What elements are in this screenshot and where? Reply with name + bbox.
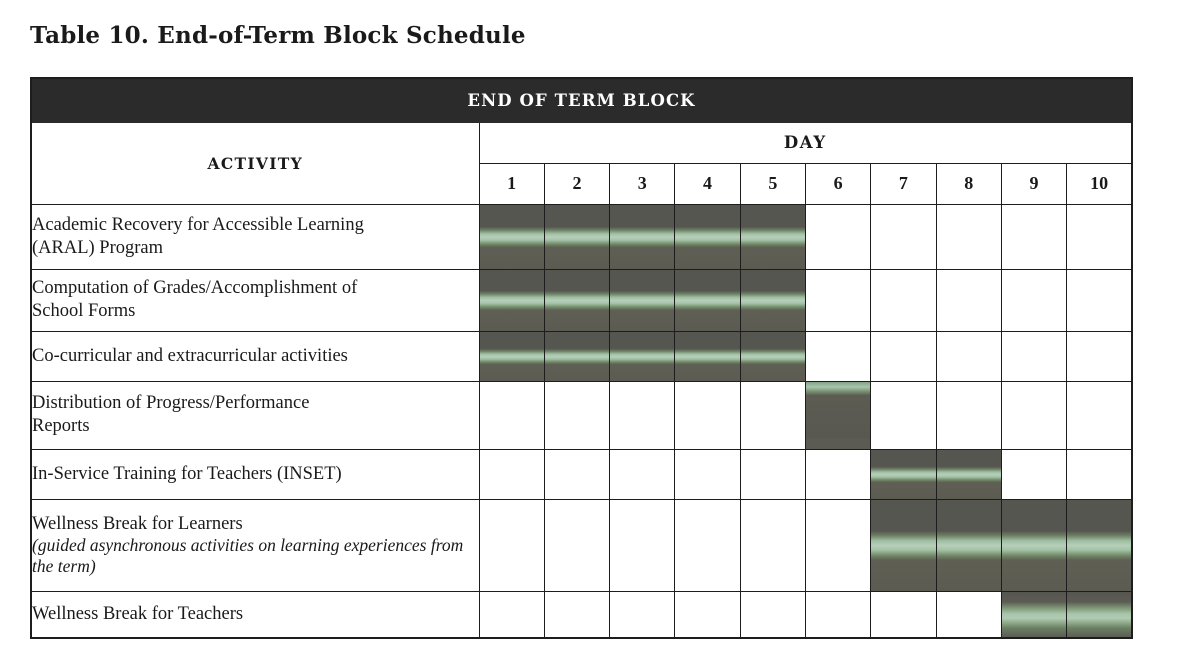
activity-label-line: School Forms <box>32 301 136 321</box>
day-cell-empty[interactable] <box>610 381 675 449</box>
schedule-block-fill <box>610 332 675 381</box>
table-body <box>31 204 1132 638</box>
day-cell-empty[interactable] <box>1001 204 1066 269</box>
schedule-block-fill <box>871 450 936 499</box>
table-row <box>31 204 1132 269</box>
activity-label <box>31 381 479 449</box>
day-cell-empty[interactable] <box>479 591 544 638</box>
day-header-5: 5 <box>740 163 805 204</box>
day-header-1: 1 <box>479 163 544 204</box>
schedule-block-fill <box>740 270 805 331</box>
day-cell-empty[interactable] <box>544 381 609 449</box>
schedule-block-fill <box>936 500 1001 591</box>
day-header-3: 3 <box>610 163 675 204</box>
table-row <box>31 449 1132 499</box>
activity-label-line: Distribution of Progress/Performance <box>32 393 310 414</box>
day-cell-empty[interactable] <box>610 499 675 591</box>
day-cell-empty[interactable] <box>1067 204 1132 269</box>
day-cell-empty[interactable] <box>805 204 870 269</box>
table-row <box>31 499 1132 591</box>
day-cell-empty[interactable] <box>936 269 1001 331</box>
schedule-block-fill <box>675 205 740 269</box>
day-header-9: 9 <box>1001 163 1066 204</box>
day-cell-marked[interactable] <box>1067 591 1132 638</box>
activity-label <box>31 204 479 269</box>
day-cell-empty[interactable] <box>740 499 805 591</box>
day-cell-empty[interactable] <box>1067 381 1132 449</box>
schedule-block-fill <box>1067 500 1132 591</box>
day-header-8: 8 <box>936 163 1001 204</box>
band-title: END OF TERM BLOCK <box>31 78 1132 122</box>
schedule-block-fill <box>1067 592 1132 637</box>
day-cell-marked[interactable] <box>479 331 544 381</box>
day-cell-empty[interactable] <box>675 499 740 591</box>
schedule-block-fill <box>740 205 805 269</box>
day-cell-empty[interactable] <box>936 331 1001 381</box>
day-cell-empty[interactable] <box>544 499 609 591</box>
day-cell-marked[interactable] <box>805 381 870 449</box>
day-cell-empty[interactable] <box>479 449 544 499</box>
band-row <box>31 78 1132 122</box>
day-cell-empty[interactable] <box>805 499 870 591</box>
activity-label-line: Wellness Break for Learners <box>32 513 243 534</box>
day-cell-empty[interactable] <box>479 381 544 449</box>
schedule-block-fill <box>479 332 544 381</box>
schedule-block-fill <box>805 382 870 438</box>
day-cell-empty[interactable] <box>871 331 936 381</box>
activity-label-line: Wellness Break for Teachers <box>32 603 244 624</box>
schedule-block-fill <box>610 205 675 269</box>
activity-label-line: Reports <box>32 416 90 436</box>
day-cell-empty[interactable] <box>871 591 936 638</box>
header-row-group <box>31 122 1132 163</box>
day-cell-empty[interactable] <box>805 591 870 638</box>
day-cell-marked[interactable] <box>871 499 936 591</box>
activity-label <box>31 449 479 499</box>
page-title: Table 10. End-of-Term Block Schedule <box>30 22 526 49</box>
day-header-7: 7 <box>871 163 936 204</box>
day-cell-marked[interactable] <box>610 331 675 381</box>
activity-label-note: (guided asynchronous activities on learning experiences from the term) <box>32 535 464 577</box>
day-cell-empty[interactable] <box>675 591 740 638</box>
schedule-block-fill <box>544 332 609 381</box>
day-header-2: 2 <box>544 163 609 204</box>
activity-label <box>31 591 479 638</box>
day-cell-marked[interactable] <box>479 269 544 331</box>
day-cell-empty[interactable] <box>544 591 609 638</box>
day-cell-marked[interactable] <box>936 499 1001 591</box>
day-cell-marked[interactable] <box>740 331 805 381</box>
day-cell-empty[interactable] <box>936 204 1001 269</box>
day-cell-marked[interactable] <box>740 269 805 331</box>
day-cell-empty[interactable] <box>610 449 675 499</box>
day-cell-marked[interactable] <box>544 331 609 381</box>
day-cell-empty[interactable] <box>1001 381 1066 449</box>
table-row <box>31 269 1132 331</box>
day-cell-empty[interactable] <box>871 269 936 331</box>
schedule-block-fill <box>479 205 544 269</box>
day-cell-empty[interactable] <box>1001 449 1066 499</box>
day-cell-empty[interactable] <box>1067 269 1132 331</box>
activity-label-line: Academic Recovery for Accessible Learning <box>32 214 364 235</box>
day-cell-marked[interactable] <box>871 449 936 499</box>
day-cell-marked[interactable] <box>610 204 675 269</box>
schedule-block-fill <box>675 270 740 331</box>
table-row <box>31 331 1132 381</box>
schedule-block-fill <box>936 450 1001 499</box>
day-cell-empty[interactable] <box>544 449 609 499</box>
activity-label <box>31 269 479 331</box>
schedule-block-fill <box>544 270 609 331</box>
day-cell-marked[interactable] <box>544 204 609 269</box>
day-cell-empty[interactable] <box>740 449 805 499</box>
schedule-block-fill <box>1001 592 1066 637</box>
schedule-block-fill <box>610 270 675 331</box>
activity-label-line: Computation of Grades/Accomplishment of <box>32 278 358 299</box>
day-cell-empty[interactable] <box>1001 331 1066 381</box>
day-cell-empty[interactable] <box>936 591 1001 638</box>
day-header-6: 6 <box>805 163 870 204</box>
day-cell-marked[interactable] <box>544 269 609 331</box>
activity-label-line: Co-curricular and extracurricular activities <box>32 345 348 366</box>
day-cell-empty[interactable] <box>1001 269 1066 331</box>
day-cell-empty[interactable] <box>805 449 870 499</box>
day-cell-empty[interactable] <box>479 499 544 591</box>
end-of-term-block-schedule-table <box>30 77 1133 639</box>
schedule-block-fill <box>871 500 936 591</box>
table-row <box>31 381 1132 449</box>
table-head <box>31 78 1132 204</box>
day-cell-empty[interactable] <box>805 269 870 331</box>
day-cell-marked[interactable] <box>675 204 740 269</box>
day-cell-empty[interactable] <box>871 204 936 269</box>
day-cell-marked[interactable] <box>1001 591 1066 638</box>
day-cell-empty[interactable] <box>1067 331 1132 381</box>
activity-label-line: In-Service Training for Teachers (INSET) <box>32 463 342 484</box>
day-cell-empty[interactable] <box>1067 449 1132 499</box>
activity-label <box>31 499 479 591</box>
day-cell-empty[interactable] <box>871 381 936 449</box>
day-cell-empty[interactable] <box>936 381 1001 449</box>
day-cell-marked[interactable] <box>675 331 740 381</box>
day-cell-marked[interactable] <box>479 204 544 269</box>
schedule-block-fill <box>1001 500 1066 591</box>
table-row <box>31 591 1132 638</box>
day-header-10: 10 <box>1067 163 1132 204</box>
day-cell-marked[interactable] <box>675 269 740 331</box>
day-cell-empty[interactable] <box>675 449 740 499</box>
day-cell-empty[interactable] <box>740 591 805 638</box>
activity-label <box>31 331 479 381</box>
schedule-block-fill <box>675 332 740 381</box>
schedule-block-fill <box>544 205 609 269</box>
schedule-block-fill <box>740 332 805 381</box>
day-cell-empty[interactable] <box>610 591 675 638</box>
day-cell-marked[interactable] <box>610 269 675 331</box>
day-column-header: DAY <box>479 122 1132 163</box>
day-cell-empty[interactable] <box>740 381 805 449</box>
day-cell-marked[interactable] <box>1001 499 1066 591</box>
day-cell-marked[interactable] <box>740 204 805 269</box>
day-cell-marked[interactable] <box>1067 499 1132 591</box>
activity-label-line: (ARAL) Program <box>32 237 164 258</box>
day-cell-marked[interactable] <box>936 449 1001 499</box>
day-cell-empty[interactable] <box>675 381 740 449</box>
day-cell-empty[interactable] <box>805 331 870 381</box>
day-header-4: 4 <box>675 163 740 204</box>
activity-column-header: ACTIVITY <box>31 122 479 204</box>
schedule-block-fill <box>479 270 544 331</box>
